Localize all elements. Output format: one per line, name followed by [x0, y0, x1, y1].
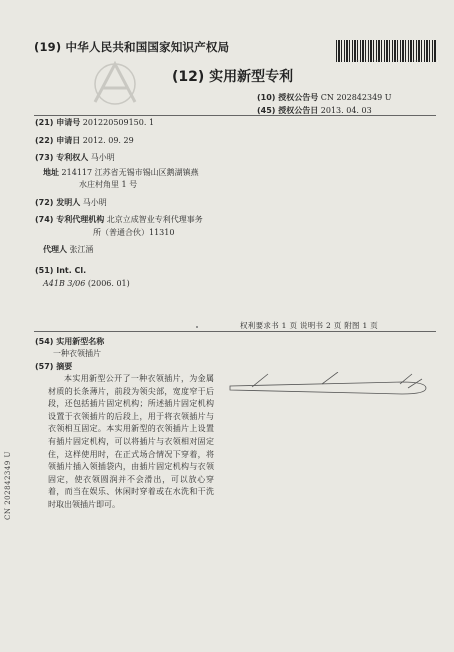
publication-info: [257, 91, 392, 117]
title-label: (54) 实用新型名称: [35, 337, 105, 346]
barcode: [336, 40, 436, 62]
office-name: (19) 中华人民共和国国家知识产权局: [34, 40, 230, 54]
inventor-value: 马小明: [82, 197, 107, 207]
agency: [35, 214, 240, 239]
patentee-value: 马小明: [90, 153, 115, 162]
bibliographic-data: [35, 117, 240, 296]
section-rule: [34, 331, 436, 332]
address: [35, 167, 240, 192]
int-cl-code: [35, 278, 240, 291]
header-rule: [34, 115, 436, 116]
scan-speck: [196, 326, 198, 328]
application-number: [35, 117, 240, 130]
agency-line-1: 北京立成智业专利代理事务: [106, 215, 203, 224]
document-type: (12) 实用新型专利: [172, 69, 294, 85]
utility-model-title: 一种衣领插片: [53, 349, 101, 358]
app-no-label: (21) 申请号: [35, 118, 81, 127]
inventor: [35, 197, 240, 210]
pages-info: 权利要求书 1 页 说明书 2 页 附图 1 页: [240, 321, 379, 330]
abstract-label: (57) 摘要: [35, 362, 73, 371]
application-date: [35, 135, 240, 148]
int-cl: [35, 265, 240, 278]
patentee: [35, 152, 240, 165]
office-logo-icon: [87, 58, 143, 108]
pub-date: 2013. 04. 03: [320, 106, 372, 115]
app-date-label: (22) 申请日: [35, 135, 81, 145]
address-line-2: 水庄村角里 1 号: [79, 180, 138, 189]
agent: [35, 244, 240, 257]
app-no-value: 201220509150. 1: [82, 118, 155, 127]
abstract-text: 本实用新型公开了一种衣领插片，为金属材质的长条薄片，前段为领尖部，宽度窄于后段，还包括插片固定机构；所述插片固定机构设置于衣领插片的后段上，用于将衣领插片与衣领相互固定。本实用新型的衣领插片上设置有插片固定机构，可以将插片与衣领相对固定住，这样使用时，在正式场合情况下穿着，将领插片插入领插袋内，由插片固定机构与衣领固定，使衣领圆润并不会滑出，可以放心穿着，而当在娱乐、休闲时穿着或在水洗和干洗时取出领插片即可。: [48, 374, 214, 509]
int-cl-version: (2006. 01): [87, 279, 130, 288]
int-cl-label: (51) Int. Cl.: [35, 265, 87, 275]
pub-number-label: (10) 授权公告号: [257, 93, 319, 102]
pub-number-row: [257, 91, 392, 104]
agency-line-2: 所（普通合伙）11310: [93, 227, 175, 237]
pub-date-label: (45) 授权公告日: [257, 106, 319, 115]
app-date-value: 2012. 09. 29: [82, 135, 134, 145]
side-pub-number: CN 202842349 U: [4, 451, 12, 520]
int-cl-code-value: A41B 3/06: [43, 279, 86, 288]
agency-label: (74) 专利代理机构: [35, 215, 105, 224]
agent-label: 代理人: [43, 245, 67, 254]
pub-number: CN 202842349 U: [320, 93, 392, 102]
address-label: 地址: [43, 167, 59, 177]
address-line-1: 214117 江苏省无锡市锡山区鹅湖镇燕: [61, 167, 199, 177]
patentee-label: (73) 专利权人: [35, 153, 89, 162]
inventor-label: (72) 发明人: [35, 197, 81, 207]
agent-value: 张江涵: [69, 245, 94, 254]
collar-insert-drawing: [222, 372, 436, 402]
